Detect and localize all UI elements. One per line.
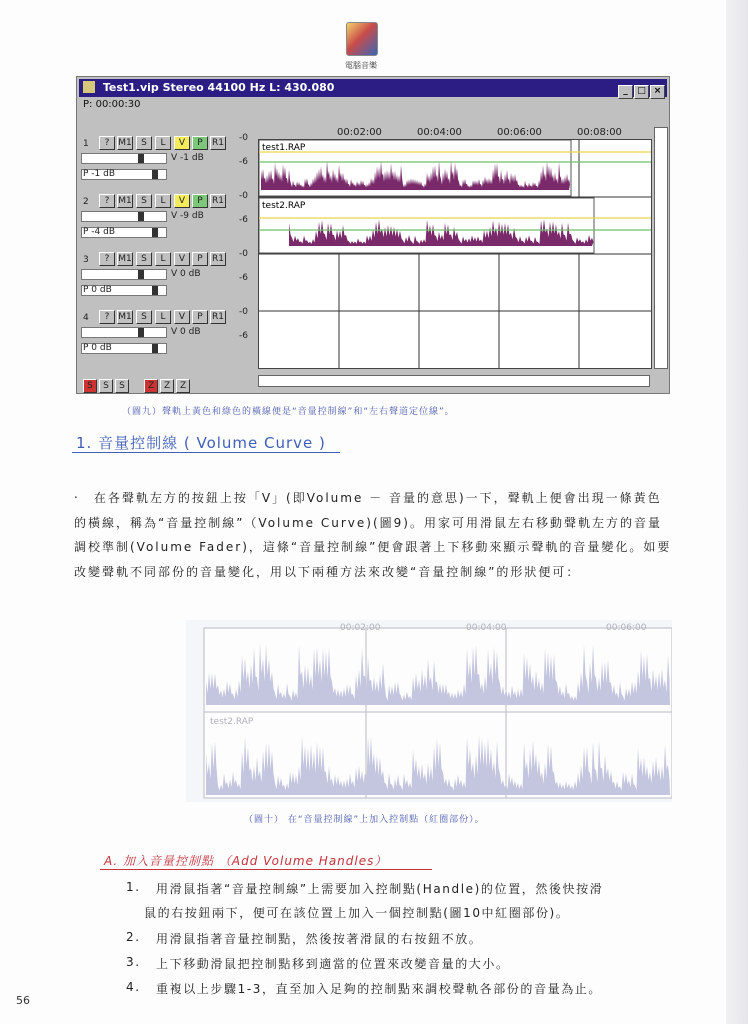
horizontal-scrollbar[interactable] — [258, 375, 650, 387]
minimize-button[interactable]: _ — [618, 85, 633, 99]
body-paragraph: ‧ 在各聲軌左方的按鈕上按「V」(即Volume － 音量的意思)一下，聲軌上便會出現一條黃色的橫線，稱為“音量控制線”（Volume Curve)(圖9)。用家可用滑鼠左右移動聲軌左方的音量調校準制(Volume Fader)，這條“音量控制線”便會跟著上下移動來顯示聲軌的音量變化。如要改變聲軌不同部份的音量變化，用以下兩種方法來改變“音量控制線”的形狀便可： — [74, 491, 672, 579]
step-number: 4. — [126, 980, 141, 994]
track-button-p[interactable]: P — [192, 136, 208, 150]
track-button-p[interactable]: P — [192, 310, 208, 324]
figure-10-ruler-tick: 00:02:00 — [340, 623, 381, 633]
bottom-button[interactable]: Z — [144, 379, 158, 393]
track-button-s[interactable]: S — [136, 252, 152, 266]
fader-knob[interactable] — [152, 286, 158, 295]
track-button-help[interactable]: ? — [99, 194, 115, 208]
position-readout: P: 00:00:30 — [83, 99, 141, 110]
track-number: 1 — [83, 139, 89, 149]
step-number: 2. — [126, 930, 141, 944]
window-title: Test1.vip Stereo 44100 Hz L: 430.080 — [102, 81, 335, 94]
figure-10-ruler-tick: 00:04:00 — [466, 623, 507, 633]
fader-knob[interactable] — [138, 328, 144, 337]
fader-knob[interactable] — [152, 344, 158, 353]
window-controls — [617, 81, 665, 99]
step-text: 用滑鼠指著“音量控制線”上需要加入控制點(Handle)的位置，然後快按滑 — [156, 882, 604, 896]
pan-label: P 0 dB — [83, 285, 112, 295]
waveform-svg — [259, 140, 651, 368]
vertical-scrollbar[interactable] — [654, 127, 668, 369]
title-bar — [79, 79, 667, 97]
volume-label: V 0 dB — [171, 327, 201, 337]
track-row-3 — [81, 251, 257, 309]
step-text: 鼠的右按鈕兩下，便可在該位置上加入一個控制點(圖10中紅圈部份)。 — [144, 906, 570, 920]
volume-fader[interactable] — [81, 211, 167, 222]
pan-label: P -1 dB — [83, 169, 116, 179]
clip-label: test2.RAP — [262, 201, 306, 211]
section-heading: 1. 音量控制線 ( Volume Curve ) — [76, 434, 326, 452]
db-label: -6 — [239, 331, 248, 341]
track-button-v[interactable]: V — [174, 136, 190, 150]
maximize-button[interactable]: □ — [634, 85, 649, 99]
track-row-1 — [81, 135, 257, 193]
fader-knob[interactable] — [152, 170, 158, 179]
figure-10 — [186, 620, 672, 802]
track-button-l[interactable]: L — [155, 310, 171, 324]
track-button-l[interactable]: L — [155, 136, 171, 150]
figure-10-clip-label: test2.RAP — [210, 717, 254, 727]
fader-knob[interactable] — [138, 270, 144, 279]
track-number: 2 — [83, 197, 89, 207]
step-1 — [126, 880, 686, 930]
waveform-area[interactable] — [258, 139, 652, 369]
heading-underline — [72, 452, 340, 453]
track-button-s[interactable]: S — [136, 194, 152, 208]
track-number: 4 — [83, 313, 89, 323]
track-button-help[interactable]: ? — [99, 136, 115, 150]
fader-knob[interactable] — [138, 212, 144, 221]
track-button-m1[interactable]: M1 — [118, 254, 132, 264]
time-ruler — [259, 127, 649, 139]
track-button-s[interactable]: S — [136, 310, 152, 324]
subheading-underline — [100, 869, 432, 870]
ruler-tick: 00:02:00 — [337, 127, 382, 138]
db-label: -6 — [239, 273, 248, 283]
close-button[interactable]: × — [650, 85, 665, 99]
step-text: 上下移動滑鼠把控制點移到適當的位置來改變音量的大小。 — [156, 957, 510, 971]
track-button-l[interactable]: L — [155, 194, 171, 208]
step-text: 用滑鼠指著音量控制點，然後按著滑鼠的右按鈕不放。 — [156, 932, 483, 946]
subheading: A. 加入音量控制點 （Add Volume Handles） — [104, 854, 388, 868]
track-button-r1[interactable]: R1 — [210, 310, 226, 324]
db-label: -6 — [239, 215, 248, 225]
volume-label: V -9 dB — [171, 211, 204, 221]
volume-fader[interactable] — [81, 327, 167, 338]
volume-label: V -1 dB — [171, 153, 204, 163]
track-button-v[interactable]: V — [174, 194, 190, 208]
fader-knob[interactable] — [138, 154, 144, 163]
bottom-button[interactable]: S — [115, 379, 129, 393]
track-number: 3 — [83, 255, 89, 265]
bottom-toolbar — [83, 373, 192, 393]
app-logo-icon — [346, 22, 378, 56]
ruler-tick: 00:06:00 — [497, 127, 542, 138]
track-button-v[interactable]: V — [174, 252, 190, 266]
track-row-4 — [81, 309, 257, 367]
step-number: 1. — [126, 880, 141, 894]
db-label: -0 — [239, 307, 248, 317]
track-button-l[interactable]: L — [155, 252, 171, 266]
page-number: 56 — [16, 994, 30, 1007]
ruler-tick: 00:08:00 — [577, 127, 622, 138]
track-row-2 — [81, 193, 257, 251]
track-button-m1[interactable]: M1 — [118, 138, 132, 148]
bottom-button[interactable]: S — [83, 379, 97, 393]
volume-fader[interactable] — [81, 153, 167, 164]
pan-label: P 0 dB — [83, 343, 112, 353]
volume-fader[interactable] — [81, 269, 167, 280]
track-button-p[interactable]: P — [192, 194, 208, 208]
step-number: 3. — [126, 955, 141, 969]
ruler-tick: 00:04:00 — [417, 127, 462, 138]
track-button-v[interactable]: V — [174, 310, 190, 324]
logo-label: 電腦音樂 — [345, 61, 377, 70]
bottom-button[interactable]: Z — [160, 379, 174, 393]
db-label: -0 — [239, 191, 248, 201]
track-button-m1[interactable]: M1 — [118, 312, 132, 322]
track-button-r1[interactable]: R1 — [210, 252, 226, 266]
pan-label: P -4 dB — [83, 227, 116, 237]
clip-label: test1.RAP — [262, 143, 306, 153]
app-window — [76, 76, 670, 394]
bottom-button[interactable]: S — [99, 379, 113, 393]
track-button-help[interactable]: ? — [99, 252, 115, 266]
track-button-r1[interactable]: R1 — [210, 194, 226, 208]
fader-knob[interactable] — [152, 228, 158, 237]
figure-10-caption: （圖十） 在“音量控制線”上加入控制點（紅圈部份）。 — [244, 815, 485, 825]
step-text: 重複以上步驟1-3，直至加入足夠的控制點來調校聲軌各部份的音量為止。 — [156, 982, 603, 996]
page-edge — [726, 0, 748, 1024]
track-button-m1[interactable]: M1 — [118, 196, 132, 206]
track-button-p[interactable]: P — [192, 252, 208, 266]
figure-9-caption: （圖九）聲軌上黃色和綠色的橫線便是“音量控制線”和“左右聲道定位線”。 — [122, 407, 455, 417]
db-label: -6 — [239, 157, 248, 167]
bottom-button[interactable]: Z — [176, 379, 190, 393]
figure-10-ruler-tick: 00:06:00 — [606, 623, 647, 633]
track-button-s[interactable]: S — [136, 136, 152, 150]
db-label: -0 — [239, 133, 248, 143]
track-button-help[interactable]: ? — [99, 310, 115, 324]
app-icon — [83, 81, 95, 93]
track-button-r1[interactable]: R1 — [210, 136, 226, 150]
figure-10-svg — [186, 620, 672, 802]
volume-label: V 0 dB — [171, 269, 201, 279]
db-label: -0 — [239, 249, 248, 259]
